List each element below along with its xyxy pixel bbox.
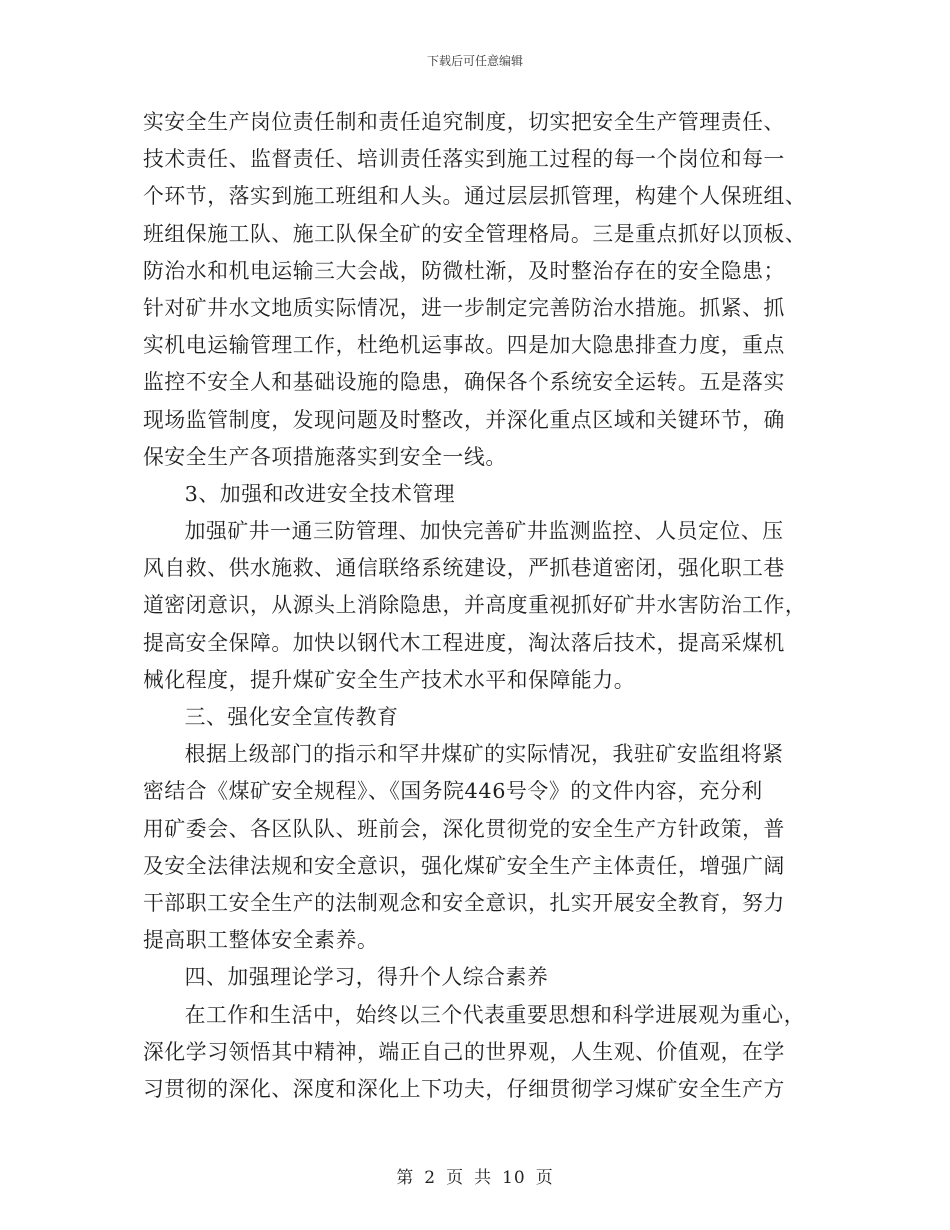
body-line: 现场监管制度，发现问题及时整改，并深化重点区域和关键环节，确 [143,407,785,432]
section-heading: 三、强化安全宣传教育 [184,705,399,729]
body-line: 防治水和机电运输三大会战，防微杜渐，及时整治存在的安全隐患； [143,258,785,283]
body-line: 习贯彻的深化、深度和深化上下功夫，仔细贯彻学习煤矿安全生产方 [143,1076,785,1101]
body-line: 深化学习领悟其中精神，端正自己的世界观，人生观、价值观，在学 [143,1039,785,1064]
body-line: 用矿委会、各区队队、班前会，深化贯彻党的安全生产方针政策，普 [143,816,785,841]
body-line: 监控不安全人和基础设施的隐患，确保各个系统安全运转。五是落实 [143,370,785,395]
footer-suffix: 页 [535,1168,554,1188]
body-line: 保安全生产各项措施落实到安全一线。 [143,444,507,469]
header-note: 下载后可任意编辑 [426,54,523,68]
current-page-number: 2 [424,1168,437,1188]
body-line: 密结合《煤矿安全规程》、《国务院446号令》的文件内容，充分利 [143,779,763,804]
body-line: 及安全法律法规和安全意识，强化煤矿安全生产主体责任，增强广阔 [143,853,785,878]
body-line: 针对矿井水文地质实际情况，进一步制定完善防治水措施。抓紧、抓 [143,295,785,320]
body-line: 风自救、供水施救、通信联络系统建设，严抓巷道密闭，强化职工巷 [143,556,785,581]
body-line: 技术责任、监督责任、培训责任落实到施工过程的每一个岗位和每一 [143,147,785,172]
body-line: 提高安全保障。加快以钢代木工程进度，淘汰落后技术，提高采煤机 [143,630,785,655]
body-line: 班组保施工队、施工队保全矿的安全管理格局。三是重点抓好以顶板、 [143,221,807,246]
section-heading: 3、加强和改进安全技术管理 [184,481,456,506]
body-line: 道密闭意识，从源头上消除隐患，并高度重视抓好矿井水害防治工作， [143,593,807,618]
body-line: 干部职工安全生产的法制观念和安全意识，扎实开展安全教育，努力 [143,890,785,915]
document-body [143,104,808,1108]
total-page-number: 10 [502,1168,526,1188]
section-heading: 四、加强理论学习，得升个人综合素养 [184,965,549,990]
paragraph-first-line: 根据上级部门的指示和罕井煤矿的实际情况，我驻矿安监组将紧 [184,742,784,767]
paragraph-first-line: 在工作和生活中，始终以三个代表重要思想和科学进展观为重心， [184,1002,806,1027]
footer-total-word: 共 [474,1168,493,1188]
footer-page-word: 页 [446,1168,465,1188]
body-line: 个环节，落实到施工班组和人头。通过层层抓管理，构建个人保班组、 [143,184,807,209]
body-line: 械化程度，提升煤矿安全生产技术水平和保障能力。 [143,667,636,692]
body-line: 实安全生产岗位责任制和责任追究制度，切实把安全生产管理责任、 [143,110,785,134]
paragraph-first-line: 加强矿井一通三防管理、加快完善矿井监测监控、人员定位、压 [184,519,784,544]
footer-prefix: 第 [396,1168,415,1188]
body-line: 提高职工整体安全素养。 [143,928,379,953]
body-line: 实机电运输管理工作，杜绝机运事故。四是加大隐患排查力度，重点 [143,333,785,358]
page-footer [0,1163,950,1188]
